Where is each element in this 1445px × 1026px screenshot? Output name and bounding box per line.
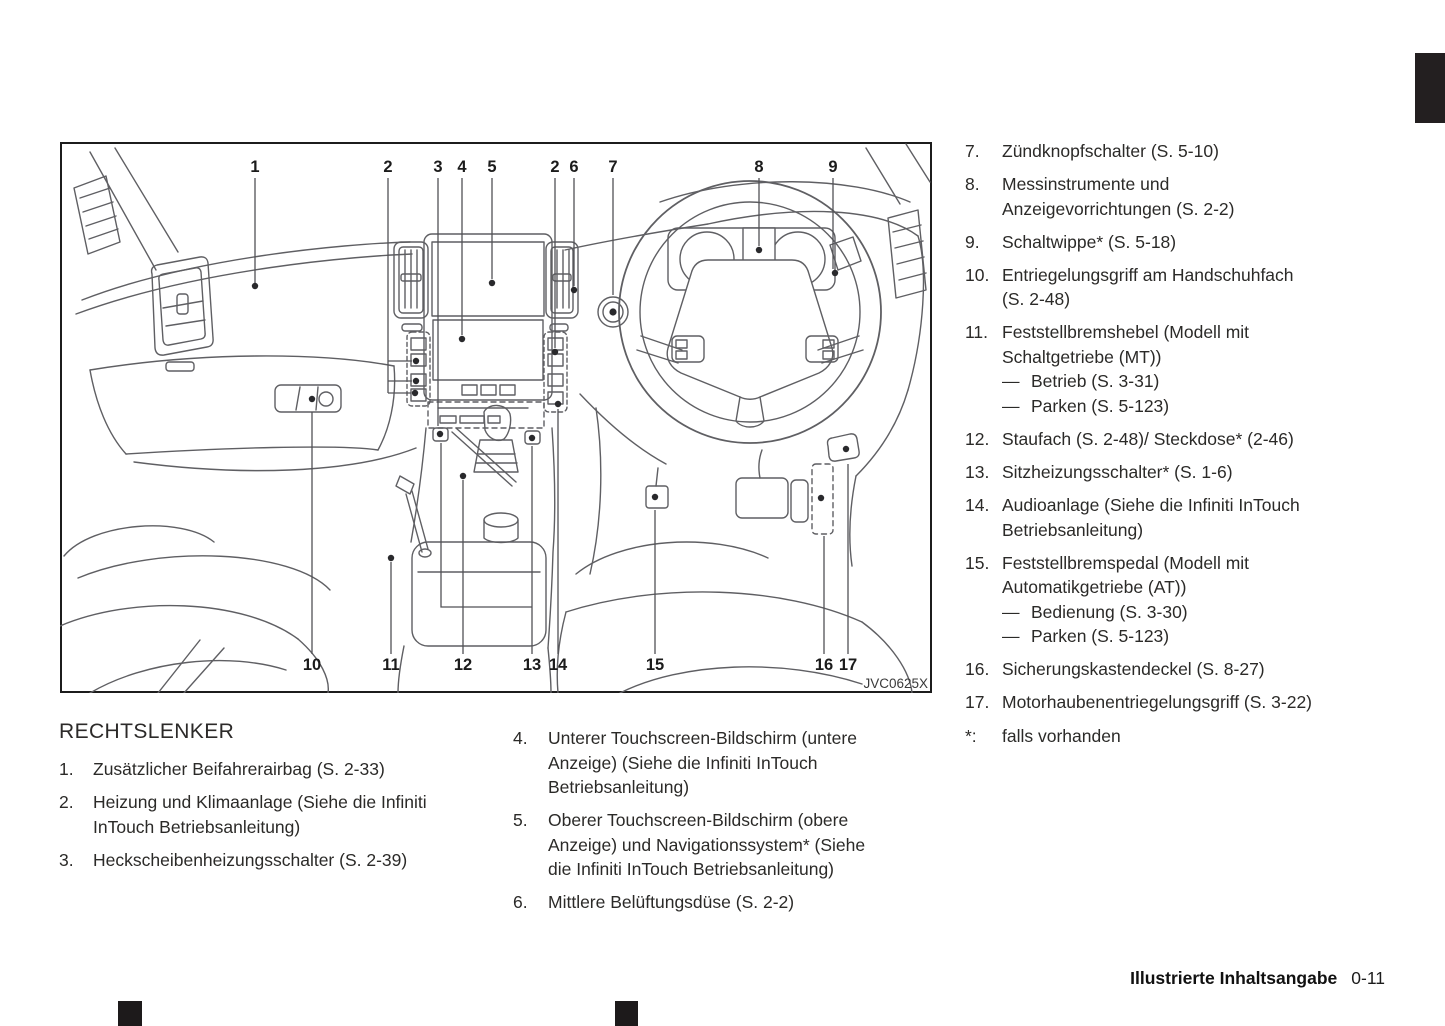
legend-item-text bbox=[1002, 460, 1405, 485]
legend-item bbox=[59, 790, 489, 839]
dashboard-diagram bbox=[60, 142, 932, 693]
legend-item bbox=[965, 172, 1405, 221]
legend-item bbox=[965, 460, 1405, 485]
legend-item-line: Mittlere Belüftungsdüse (S. 2-2) bbox=[548, 892, 795, 913]
legend-item bbox=[965, 551, 1405, 649]
legend-item-number: 4. bbox=[513, 728, 528, 748]
legend-item-number: 17. bbox=[965, 692, 990, 713]
legend-sub-item-text: Parken (S. 5-123) bbox=[1031, 395, 1170, 416]
legend-item-line: falls vorhanden bbox=[1002, 725, 1121, 746]
legend-item-line: Feststellbremshebel (Modell mit bbox=[1002, 322, 1250, 343]
legend-item-text bbox=[1002, 139, 1405, 164]
callout-number: 6 bbox=[569, 158, 579, 176]
callout-number: 14 bbox=[548, 656, 568, 674]
legend-item-text bbox=[548, 890, 943, 915]
legend-item-line: Sicherungskastendeckel (S. 8-27) bbox=[1002, 659, 1265, 680]
legend-item-text bbox=[1002, 690, 1405, 715]
legend-item-number: 3. bbox=[59, 849, 74, 870]
legend-item-number: 14. bbox=[965, 495, 990, 516]
legend-item-number: 2. bbox=[59, 792, 74, 813]
legend-item bbox=[965, 230, 1405, 255]
callout-number: 2 bbox=[383, 158, 393, 176]
legend-item bbox=[965, 690, 1405, 715]
callout-number: 17 bbox=[838, 656, 858, 674]
legend-item bbox=[965, 493, 1405, 542]
legend-item bbox=[965, 320, 1405, 418]
legend-list-right bbox=[965, 139, 1405, 748]
legend-item-text bbox=[1002, 551, 1405, 649]
legend-item-line: Entriegelungsgriff am Handschuhfach bbox=[1002, 264, 1294, 285]
legend-item-number: 10. bbox=[965, 264, 990, 285]
legend-item-number: 9. bbox=[965, 231, 980, 252]
legend-column-left bbox=[59, 720, 489, 881]
legend-item-line: InTouch Betriebsanleitung) bbox=[93, 816, 301, 837]
page-title: RECHTSLENKER bbox=[59, 720, 235, 743]
dash-bullet: — bbox=[1002, 626, 1020, 647]
legend-item-number: 15. bbox=[965, 552, 990, 573]
legend-list-middle bbox=[513, 726, 943, 915]
page-footer bbox=[1130, 966, 1385, 990]
legend-item-line: (S. 2-48) bbox=[1002, 289, 1071, 310]
legend-sub-item bbox=[1002, 369, 1405, 394]
legend-item-text bbox=[1002, 320, 1405, 418]
legend-item-text bbox=[1002, 657, 1405, 682]
legend-item bbox=[513, 890, 943, 915]
legend-item bbox=[513, 808, 943, 882]
legend-item-text bbox=[1002, 493, 1405, 542]
legend-item-line: Messinstrumente und bbox=[1002, 174, 1170, 195]
legend-item-number: 16. bbox=[965, 659, 990, 680]
legend-sub-item bbox=[1002, 624, 1405, 649]
legend-sub-item-text: Parken (S. 5-123) bbox=[1031, 626, 1170, 647]
footer-page-number: 0-11 bbox=[1351, 968, 1385, 988]
legend-item-text bbox=[1002, 724, 1405, 749]
footer-section-title: Illustrierte Inhaltsangabe bbox=[1130, 968, 1338, 988]
legend-item bbox=[965, 427, 1405, 452]
legend-item-number: 11. bbox=[965, 322, 989, 343]
legend-item-number: 5. bbox=[513, 810, 528, 831]
callout-number: 11 bbox=[382, 656, 400, 674]
legend-list-left bbox=[59, 757, 489, 872]
legend-item-text bbox=[93, 757, 489, 782]
callout-number: 1 bbox=[250, 158, 260, 176]
legend-item-line: Heizung und Klimaanlage (Siehe die Infiniti bbox=[93, 792, 427, 813]
legend-item-number: 13. bbox=[965, 462, 990, 483]
callout-number: 12 bbox=[453, 656, 473, 674]
legend-item-text bbox=[1002, 172, 1405, 221]
legend-item-text bbox=[548, 808, 943, 882]
callout-number: 15 bbox=[645, 656, 665, 674]
legend-sub-item bbox=[1002, 394, 1405, 419]
legend-sub-item-text: Bedienung (S. 3-30) bbox=[1031, 601, 1188, 622]
callout-number: 8 bbox=[754, 158, 764, 176]
legend-item-line: Motorhaubenentriegelungsgriff (S. 3-22) bbox=[1002, 692, 1313, 713]
legend-item-line: Staufach (S. 2-48)/ Steckdose* (2-46) bbox=[1002, 428, 1294, 449]
legend-item-line: Betriebsanleitung) bbox=[1002, 519, 1144, 540]
legend-item-text bbox=[548, 726, 943, 800]
callout-number: 4 bbox=[457, 158, 467, 176]
figure-code: JVC0625X bbox=[863, 676, 928, 691]
legend-item-line: die Infiniti InTouch Betriebsanleitung) bbox=[548, 859, 835, 880]
callout-number: 13 bbox=[522, 656, 542, 674]
dash-bullet: — bbox=[1002, 371, 1020, 392]
legend-item-text bbox=[1002, 427, 1405, 452]
callout-number: 2 bbox=[550, 158, 560, 176]
legend-item bbox=[965, 724, 1405, 749]
legend-item-line: Schaltgetriebe (MT)) bbox=[1002, 346, 1162, 367]
legend-sub-item-text: Betrieb (S. 3-31) bbox=[1031, 371, 1160, 392]
legend-item-line: Anzeigevorrichtungen (S. 2-2) bbox=[1002, 198, 1235, 219]
legend-item-line: Audioanlage (Siehe die Infiniti InTouch bbox=[1002, 495, 1300, 516]
legend-sub-item bbox=[1002, 600, 1405, 625]
callout-number: 5 bbox=[487, 158, 497, 176]
legend-item-text bbox=[93, 848, 489, 873]
callout-number: 3 bbox=[433, 158, 443, 176]
legend-item bbox=[59, 757, 489, 782]
legend-item bbox=[513, 726, 943, 800]
print-registration-mark bbox=[615, 1001, 638, 1026]
legend-item-line: Oberer Touchscreen-Bildschirm (obere bbox=[548, 810, 849, 831]
legend-item-line: Unterer Touchscreen-Bildschirm (untere bbox=[548, 728, 857, 748]
dashboard-figure bbox=[60, 142, 932, 693]
legend-item-text bbox=[93, 790, 489, 839]
legend-item-text bbox=[1002, 230, 1405, 255]
legend-item-number: 6. bbox=[513, 892, 528, 913]
legend-item-number: 12. bbox=[965, 428, 990, 449]
legend-item-line: Sitzheizungsschalter* (S. 1-6) bbox=[1002, 462, 1233, 483]
legend-item-line: Anzeige) und Navigationssystem* (Siehe bbox=[548, 834, 866, 855]
dash-bullet: — bbox=[1002, 601, 1020, 622]
legend-item-line: Betriebsanleitung) bbox=[548, 777, 690, 797]
legend-item-number: 7. bbox=[965, 141, 980, 161]
legend-item-line: Feststellbremspedal (Modell mit bbox=[1002, 552, 1250, 573]
legend-item-line: Zusätzlicher Beifahrerairbag (S. 2-33) bbox=[93, 759, 385, 779]
callout-number: 10 bbox=[302, 656, 322, 674]
legend-item bbox=[965, 263, 1405, 312]
legend-item-line: Automatikgetriebe (AT)) bbox=[1002, 577, 1187, 598]
callout-number: 7 bbox=[608, 158, 618, 176]
legend-item-text bbox=[1002, 263, 1405, 312]
callout-number: 16 bbox=[814, 656, 834, 674]
legend-item bbox=[965, 139, 1405, 164]
legend-item bbox=[59, 848, 489, 873]
legend-column-middle bbox=[513, 726, 943, 923]
chapter-tab-marker bbox=[1415, 53, 1445, 123]
legend-item bbox=[965, 657, 1405, 682]
callout-number: 9 bbox=[828, 158, 838, 176]
legend-item-line: Heckscheibenheizungsschalter (S. 2-39) bbox=[93, 849, 408, 870]
figure-border bbox=[61, 143, 931, 692]
legend-column-right bbox=[965, 139, 1405, 757]
legend-item-number: 8. bbox=[965, 174, 980, 195]
legend-item-number: 1. bbox=[59, 759, 74, 779]
legend-item-line: Zündknopfschalter (S. 5-10) bbox=[1002, 141, 1219, 161]
print-registration-mark bbox=[118, 1001, 142, 1026]
dash-bullet: — bbox=[1002, 395, 1020, 416]
legend-item-number: *: bbox=[965, 725, 977, 746]
legend-item-line: Schaltwippe* (S. 5-18) bbox=[1002, 231, 1177, 252]
legend-item-line: Anzeige) (Siehe die Infiniti InTouch bbox=[548, 752, 818, 773]
